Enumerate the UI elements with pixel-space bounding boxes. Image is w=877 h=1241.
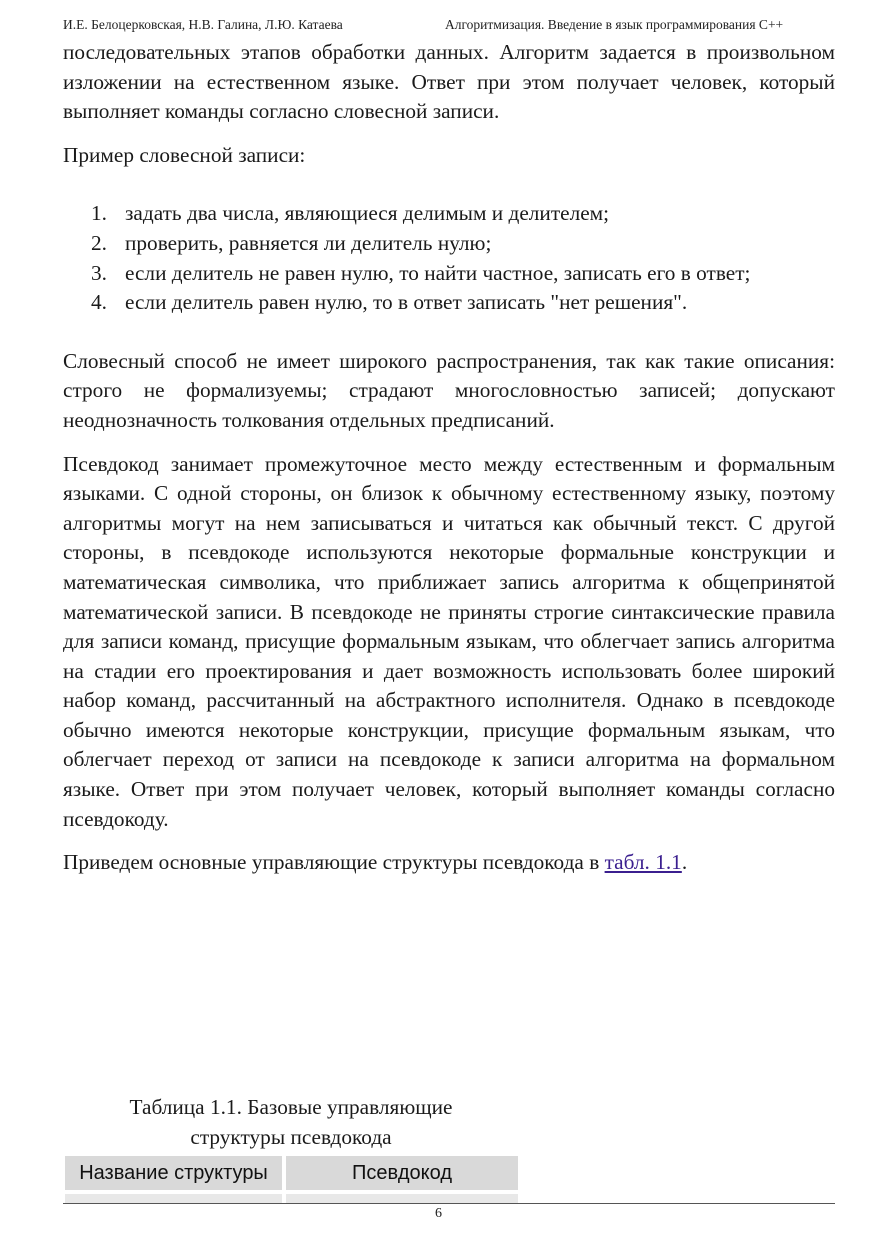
paragraph-3: Псевдокод занимает промежуточное место между естественным и формальным языками. С одной стороны, он близок к обычному естественному языку, поэтому алгоритмы могут на нем записываться и читаться как обычный текст. С другой стороны, в псевдокоде используются некоторые формальные конструкции и математическая символика, что приближает запись алгоритма к общепринятой математической записи. В псевдокоде не приняты строгие синтаксические правила для записи команд, присущие формальным языкам, что облегчает запись алгоритма на стадии его проектирования и дает возможность использовать более широкий набор команд, рассчитанный на абстрактного исполнителя. Однако в псевдокоде обычно имеются некоторые конструкции, присущие формальным языкам, что облегчает переход от записи на псевдокоде к записи алгоритма на формальном языке. Ответ при этом получает человек, который выполняет команды согласно псевдокоду. bbox=[63, 451, 835, 831]
page-header bbox=[63, 17, 835, 37]
table-header-pseudocode: Псевдокод bbox=[286, 1156, 518, 1190]
example-list bbox=[63, 199, 835, 317]
table-link[interactable]: табл. 1.1 bbox=[604, 850, 682, 875]
page-content bbox=[63, 38, 835, 878]
table-caption: Таблица 1.1. Базовые управляющие структуры псевдокода bbox=[129, 1095, 453, 1149]
paragraph-1: последовательных этапов обработки данных. Алгоритм задается в произвольном изложении на естественном языке. Ответ при этом получает человек, который выполняет команды согласно словесной записи. bbox=[63, 40, 835, 124]
table-row bbox=[65, 1194, 282, 1203]
header-book-title: Алгоритмизация. Введение в язык программирования С++ bbox=[445, 17, 784, 32]
list-item: 1. задать два числа, являющиеся делимым и делителем; bbox=[91, 201, 610, 226]
list-item: 3. если делитель не равен нулю, то найти частное, записать его в ответ; bbox=[91, 260, 751, 285]
paragraph-4: Приведем основные управляющие структуры псевдокода в табл. 1.1. bbox=[63, 850, 688, 875]
paragraph-2: Словесный способ не имеет широкого распространения, так как такие описания: строго не формализуемы; страдают многословностью записей; допускают неоднозначность толкования отдельных предписаний. bbox=[63, 348, 835, 432]
list-item: 2. проверить, равняется ли делитель нулю; bbox=[91, 230, 492, 255]
list-item: 4. если делитель равен нулю, то в ответ записать "нет решения". bbox=[91, 290, 688, 315]
page-number: 6 bbox=[435, 1206, 442, 1221]
example-heading: Пример словесной записи: bbox=[63, 142, 306, 167]
table-header-name: Название структуры bbox=[65, 1156, 282, 1190]
footer-divider bbox=[63, 1203, 835, 1204]
table-row bbox=[286, 1194, 518, 1203]
header-authors: И.Е. Белоцерковская, Н.В. Галина, Л.Ю. Катаева bbox=[63, 17, 343, 32]
